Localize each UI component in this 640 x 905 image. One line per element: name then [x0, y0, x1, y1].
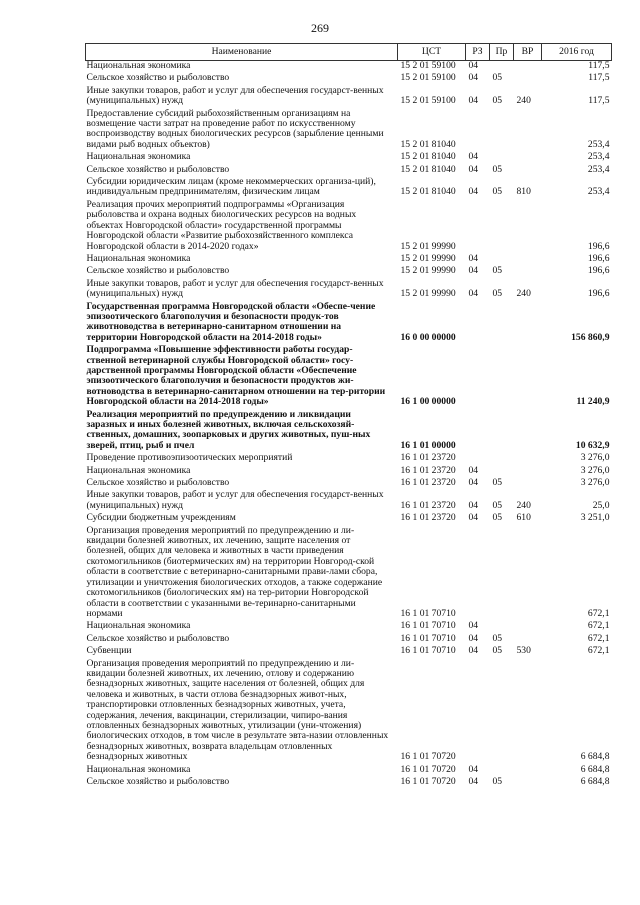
row-cst: 15 2 01 59100: [400, 60, 456, 71]
row-pr: [490, 621, 514, 633]
row-name: Субсидии юридическим лицам (кроме некоммерческих организа-ций), индивидуальным предпринимателям, физическим лицам: [86, 176, 376, 198]
row-vr: 530: [516, 645, 531, 657]
row-rz: [466, 200, 490, 254]
row-cst: 15 2 01 81040: [400, 186, 456, 198]
row-rz: [466, 659, 490, 765]
row-vr: [514, 621, 542, 633]
row-cst: 16 1 01 23720: [400, 499, 456, 511]
row-amount: 253,4: [587, 163, 610, 175]
table-row: [86, 109, 612, 153]
table-row: [86, 177, 612, 200]
row-pr: [490, 109, 514, 153]
row-vr: [514, 345, 542, 409]
row-pr: 05: [492, 72, 503, 84]
budget-table: [85, 43, 612, 789]
row-vr: [514, 165, 542, 177]
table-row: [86, 646, 612, 658]
row-vr: [514, 526, 542, 622]
table-row: [86, 152, 612, 164]
header-rz: РЗ: [466, 44, 490, 61]
row-rz: 04: [468, 252, 479, 264]
page-number: 269: [311, 21, 329, 35]
row-cst: 15 2 01 99990: [400, 288, 456, 300]
row-amount: 6 684,8: [580, 776, 610, 787]
row-name: Реализация прочих мероприятий подпрограммы «Организация рыболовства и охрана водных биологических ресурсов на водных объектах Новгородской области» государственной программы Новгородской области «Развитие рыбохозяйственного комплекса Новгородской области в 2014-2020 годах»: [86, 198, 357, 252]
row-rz: 04: [468, 163, 479, 175]
row-pr: [490, 526, 514, 622]
row-cst: 16 1 01 23720: [400, 452, 456, 464]
table-header-row: [86, 44, 612, 61]
row-name: Субвенции: [86, 645, 132, 657]
row-pr: 05: [492, 288, 503, 300]
row-amount: 253,4: [587, 151, 610, 163]
row-name: Реализация мероприятий по предупреждению и ликвидации заразных и иных болезней животных, включая сельскохозяй-ственных, домашних, зоопарковых и других животных, пуш-ных зверей, птиц, рыб и пчел: [86, 408, 371, 451]
row-pr: [490, 410, 514, 454]
row-cst: 16 1 01 70710: [400, 607, 456, 619]
row-cst: 15 2 01 59100: [400, 95, 456, 107]
row-vr: 240: [516, 288, 531, 300]
row-vr: [514, 152, 542, 164]
row-vr: 240: [516, 499, 531, 511]
row-pr: 05: [492, 776, 503, 787]
row-cst: 16 1 01 70720: [400, 751, 456, 763]
row-vr: [514, 765, 542, 777]
row-cst: 15 2 01 59100: [400, 72, 456, 84]
row-name: Иные закупки товаров, работ и услуг для обеспечения государст-венных (муниципальных) нужд: [86, 277, 384, 300]
row-name: Сельское хозяйство и рыболовство: [86, 776, 230, 787]
row-cst: 16 1 01 23720: [400, 464, 456, 476]
row-name: Сельское хозяйство и рыболовство: [86, 477, 230, 489]
row-rz: 04: [468, 95, 479, 107]
row-amount: 117,5: [588, 72, 610, 84]
row-rz: 04: [468, 60, 479, 71]
row-cst: 15 2 01 81040: [400, 138, 456, 150]
row-vr: [514, 266, 542, 278]
table-row: [86, 73, 612, 85]
row-amount: 11 240,9: [576, 396, 610, 408]
row-amount: 196,6: [587, 240, 610, 252]
row-pr: [490, 152, 514, 164]
table-body: [86, 61, 612, 790]
row-amount: 3 251,0: [580, 512, 610, 524]
row-rz: 04: [468, 645, 479, 657]
row-rz: 04: [468, 265, 479, 277]
row-cst: 16 1 01 23720: [400, 512, 456, 524]
row-rz: 04: [468, 499, 479, 511]
row-vr: [514, 302, 542, 346]
row-pr: [490, 659, 514, 765]
row-vr: [514, 73, 542, 85]
row-name: Сельское хозяйство и рыболовство: [86, 163, 230, 175]
row-pr: 05: [492, 265, 503, 277]
row-cst: 16 1 01 00000: [400, 439, 456, 451]
row-rz: 04: [468, 151, 479, 163]
row-rz: 04: [468, 72, 479, 84]
row-name: Подпрограмма «Повышение эффективности работы государ-ственной ветеринарной службы Новгородской области» госу-дарственной программы Новгородской области «Обеспечение эпизоотического благополучия и безопасности продуктов жи-вотноводства в ветеринарно-санитарном отношении на тер-ритории Новгородской области на 2014-2018 годы»: [86, 344, 386, 408]
row-rz: [466, 302, 490, 346]
row-amount: 3 276,0: [580, 477, 610, 489]
row-name: Сельское хозяйство и рыболовство: [86, 265, 230, 277]
row-pr: 05: [492, 186, 503, 198]
table-row: [86, 410, 612, 454]
row-name: Национальная экономика: [86, 151, 191, 163]
row-amount: 253,4: [587, 138, 610, 150]
row-cst: 16 1 01 70710: [400, 620, 456, 632]
row-cst: 16 1 01 70710: [400, 632, 456, 644]
row-name: Субсидии бюджетным учреждениям: [86, 512, 236, 524]
row-name: Национальная экономика: [86, 60, 191, 71]
row-vr: [514, 659, 542, 765]
row-vr: [514, 254, 542, 266]
row-amount: 253,4: [587, 186, 610, 198]
row-amount: 117,5: [588, 60, 610, 71]
row-rz: 04: [468, 763, 479, 775]
row-rz: [466, 453, 490, 465]
row-rz: 04: [468, 776, 479, 787]
row-amount: 672,1: [587, 620, 610, 632]
row-amount: 3 276,0: [580, 452, 610, 464]
header-year: 2016 год: [542, 44, 612, 61]
row-cst: 16 1 01 70720: [400, 776, 456, 787]
row-vr: 240: [516, 95, 531, 107]
row-name: Сельское хозяйство и рыболовство: [86, 72, 230, 84]
row-amount: 3 276,0: [580, 464, 610, 476]
row-rz: 04: [468, 620, 479, 632]
row-amount: 156 860,9: [571, 331, 610, 343]
row-rz: [466, 410, 490, 454]
row-name: Организация проведения мероприятий по предупреждению и ли-квидации болезней животных, их лечению, отлову и содержанию безнадзорных животных, защите населения от болезней, общих для человека и животных, в части отлова безнадзорных живот-ных, транспортировки отловленных безнадзорных животных, учета, содержания, лечения, вакцинации, стерилизации, чипиро-вания отловленных безнадзорных животных, утилизации (уни-чтожения) биологических отходов, в том числе в результате эвта-назии отловленных безнадзорных животных, возврата владельцам отловленных безнадзорных животных: [86, 657, 389, 763]
row-cst: 15 2 01 81040: [400, 151, 456, 163]
row-amount: 117,5: [588, 95, 610, 107]
row-vr: [514, 478, 542, 490]
table-row: [86, 279, 612, 302]
row-name: Иные закупки товаров, работ и услуг для обеспечения государст-венных (муниципальных) нужд: [86, 84, 384, 107]
table-row: [86, 302, 612, 346]
row-pr: [490, 302, 514, 346]
row-cst: 16 1 01 70720: [400, 763, 456, 775]
row-name: Организация проведения мероприятий по предупреждению и ли-квидации болезней животных, их лечению, защите населения от болезней, общих для человека и животных в части приведения скотомогильников (биотермических ям) на территории Новгород-ской области в соответствие с ветеринарно-санитарными прави-лами сбора, утилизации и уничтожения биологических отходов, а также содержание скотомогильников (биологических ям) на тер-ритории Новгородской области в соответствии с указанными ве-теринарно-санитарными нормами: [86, 524, 383, 619]
row-name: Проведение противоэпизоотических мероприятий: [86, 452, 293, 464]
table-row: [86, 200, 612, 254]
row-pr: 05: [492, 632, 503, 644]
row-name: Иные закупки товаров, работ и услуг для обеспечения государст-венных (муниципальных) нужд: [86, 489, 384, 511]
row-name: Государственная программа Новгородской области «Обеспе-чение эпизоотического благополучия и безопасности продук-тов животноводства в ветеринарно-санитарном отношении на территории Новгородской области на 2014-2018 годы»: [86, 300, 376, 343]
row-vr: [514, 200, 542, 254]
row-pr: [490, 453, 514, 465]
row-rz: 04: [468, 512, 479, 524]
table-row: [86, 490, 612, 513]
table-row: [86, 453, 612, 465]
row-name: Национальная экономика: [86, 252, 191, 264]
table-row: [86, 345, 612, 409]
row-vr: [514, 453, 542, 465]
row-amount: 6 684,8: [580, 763, 610, 775]
row-vr: 810: [516, 186, 531, 198]
row-amount: 196,6: [587, 252, 610, 264]
row-pr: 05: [492, 477, 503, 489]
row-pr: 05: [492, 95, 503, 107]
table-row: [86, 526, 612, 622]
row-amount: 196,6: [587, 265, 610, 277]
header-cst: ЦСТ: [398, 44, 466, 61]
row-amount: 196,6: [587, 288, 610, 300]
row-pr: 05: [492, 512, 503, 524]
row-cst: 16 1 01 23720: [400, 477, 456, 489]
row-amount: 6 684,8: [580, 751, 610, 763]
row-rz: [466, 345, 490, 409]
row-pr: 05: [492, 645, 503, 657]
row-amount: 672,1: [587, 645, 610, 657]
row-name: Сельское хозяйство и рыболовство: [86, 632, 230, 644]
row-name: Предоставление субсидий рыбохозяйственным организациям на возмещение части затрат на проведение работ по искусственному воспроизводству водных биологических ресурсов (зарыбление ценными видами рыб водных объектов): [86, 107, 384, 150]
row-vr: [514, 61, 542, 74]
table-row: [86, 266, 612, 278]
row-cst: 16 1 01 70710: [400, 645, 456, 657]
row-cst: 15 2 01 81040: [400, 163, 456, 175]
row-pr: [490, 345, 514, 409]
row-rz: 04: [468, 477, 479, 489]
table-row: [86, 86, 612, 109]
row-name: Национальная экономика: [86, 763, 191, 775]
row-rz: 04: [468, 186, 479, 198]
row-amount: 672,1: [587, 607, 610, 619]
row-rz: 04: [468, 464, 479, 476]
row-vr: 610: [516, 512, 531, 524]
row-pr: 05: [492, 499, 503, 511]
row-cst: 15 2 01 99990: [400, 265, 456, 277]
row-rz: [466, 526, 490, 622]
row-pr: [490, 200, 514, 254]
row-cst: 16 0 00 00000: [400, 331, 456, 343]
table-row: [86, 659, 612, 765]
header-pr: Пр: [490, 44, 514, 61]
row-name: Национальная экономика: [86, 464, 191, 476]
row-amount: 672,1: [587, 632, 610, 644]
row-cst: 16 1 00 00000: [400, 396, 456, 408]
row-cst: 15 2 01 99990: [400, 240, 456, 252]
header-vr: ВР: [514, 44, 542, 61]
row-amount: 10 632,9: [575, 439, 610, 451]
row-pr: 05: [492, 163, 503, 175]
row-rz: [466, 109, 490, 153]
table-row: [86, 513, 612, 525]
row-amount: 25,0: [592, 499, 610, 511]
row-rz: 04: [468, 288, 479, 300]
table-row: [86, 634, 612, 646]
row-vr: [514, 777, 542, 789]
header-name: Наименование: [86, 44, 398, 61]
row-vr: [514, 410, 542, 454]
row-name: Национальная экономика: [86, 620, 191, 632]
table-row: [86, 777, 612, 789]
row-vr: [514, 466, 542, 478]
table-row: [86, 621, 612, 633]
row-rz: 04: [468, 632, 479, 644]
row-vr: [514, 109, 542, 153]
row-cst: 15 2 01 99990: [400, 252, 456, 264]
